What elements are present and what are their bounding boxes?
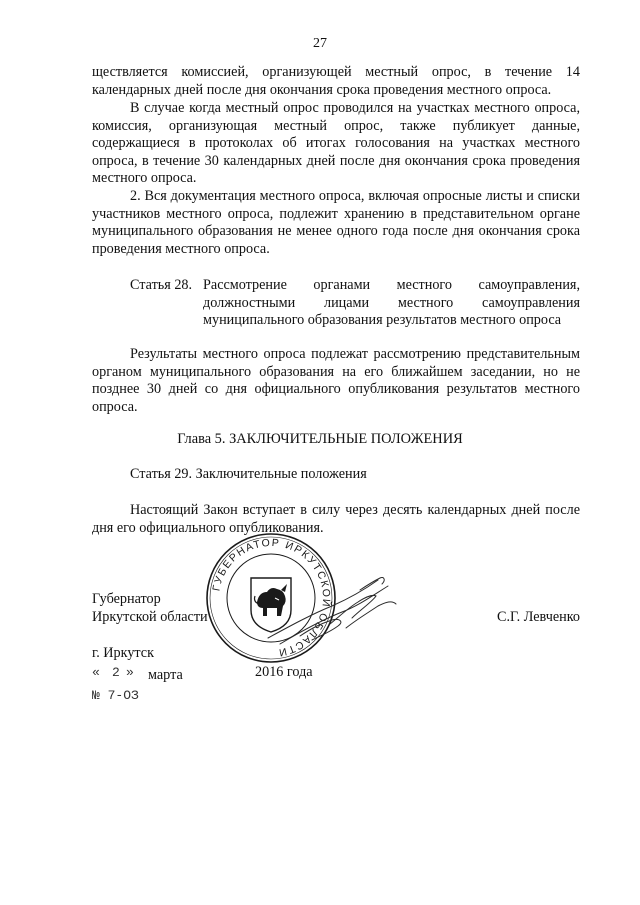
date-close-quote: » [126,665,134,680]
date-open-quote: « [92,665,100,680]
article-28-heading [130,277,580,330]
date-year: 2016 года [255,664,313,680]
seal-ring-text: ГУБЕРНАТОР ИРКУТСКОЙ ОБЛАСТИ [210,536,333,659]
date-day: 2 [112,665,120,680]
paragraph-entry-into-force: Настоящий Закон вступает в силу через десять календарных дней после дня его официального опубликования. [92,502,580,536]
article-28-title: Рассмотрение органами местного самоуправления, должностными лицами местного самоуправления муниципального образования результатов местного опроса [203,277,580,329]
signer-name: С.Г. Левченко [497,609,580,625]
article-28-number: Статья 28. [130,277,193,293]
signer-position-line2: Иркутской области [92,609,208,625]
date-month: марта [148,667,183,683]
chapter-5-heading: Глава 5. ЗАКЛЮЧИТЕЛЬНЫЕ ПОЛОЖЕНИЯ [177,431,463,447]
city: г. Иркутск [92,645,154,661]
page-number: 27 [313,36,327,51]
paragraph-publication: В случае когда местный опрос проводился на участках местного опроса, комиссия, организующая местный опрос, также публикует данные, содержащиеся в протоколах об итогах голосования на участках местного опроса, в течение 30 календарных дней после дня окончания срока проведения местного опроса. [92,100,580,187]
handwritten-signature-icon [260,566,410,656]
signer-position-line1: Губернатор [92,591,161,607]
paragraph-continuation: ществляется комиссией, организующей местный опрос, в течение 14 календарных дней после дня окончания срока проведения местного опроса. [92,64,580,98]
law-number: № 7-ОЗ [92,688,139,703]
paragraph-results-review: Результаты местного опроса подлежат рассмотрению представительным органом муниципального образования на его ближайшем заседании, но не позднее 30 дней со дня официального опубликования результатов местного опроса. [92,346,580,415]
article-29-heading: Статья 29. Заключительные положения [130,466,367,482]
paragraph-documentation-storage: 2. Вся документация местного опроса, включая опросные листы и списки участников местного опроса, подлежит хранению в представительном органе муниципального образования не менее одного года после дня окончания срока проведения местного опроса. [92,188,580,257]
